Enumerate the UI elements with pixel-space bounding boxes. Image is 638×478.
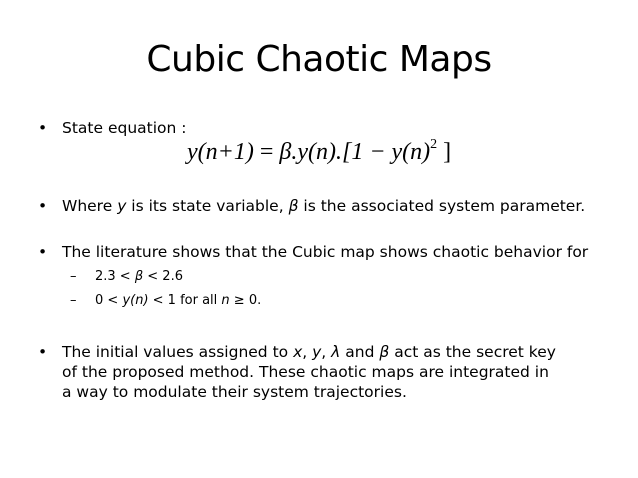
bullet-dot: •	[38, 243, 48, 261]
sub-bullet-dash: –	[70, 269, 77, 284]
equation-rhs: .y(n).[1 − y(n)	[291, 139, 431, 165]
bullet-dot: •	[38, 119, 48, 137]
equation-beta: β	[279, 139, 292, 165]
sub-bullet-dash: –	[70, 293, 77, 308]
sub-bullet-text: 0 < y(n) < 1 for all n ≥ 0.	[95, 293, 262, 308]
equation-lhs: y(n+1)	[187, 139, 254, 165]
equation-close: ]	[437, 139, 452, 165]
bullet-dot: •	[38, 197, 48, 215]
bullet-text: The literature shows that the Cubic map shows chaotic behavior for	[62, 243, 589, 261]
bullet-text: State equation :	[62, 119, 187, 137]
sub-bullet-text: 2.3 < β < 2.6	[95, 269, 183, 284]
bullet-text: Where y is its state variable, β is the associated system parameter.	[62, 197, 586, 215]
bullet-text: The initial values assigned to x, y, λ and β act as the secret key of the proposed method. These chaotic maps are integrated in a way to modulate their system trajectories.	[62, 343, 556, 401]
equation-equals: =	[253, 139, 280, 165]
bullet-dot: •	[38, 343, 48, 361]
equation-exponent: 2	[430, 137, 438, 152]
state-equation	[187, 139, 451, 166]
slide-title: Cubic Chaotic Maps	[146, 39, 492, 80]
